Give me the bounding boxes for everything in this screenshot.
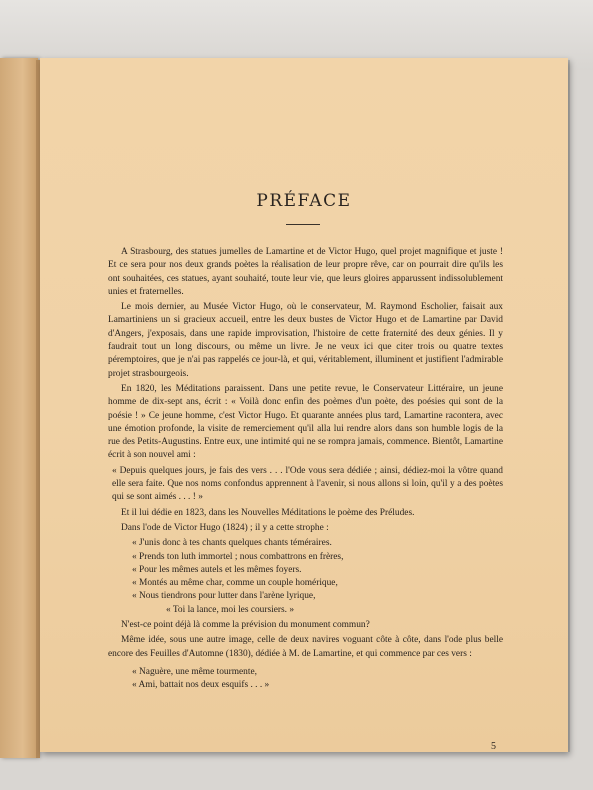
verse-line: « Montés au même char, comme un couple homérique, xyxy=(132,578,338,589)
verse-stanza xyxy=(132,666,503,693)
book-page xyxy=(40,58,568,752)
paragraph: Dans l'ode de Victor Hugo (1824) ; il y a cette strophe : xyxy=(121,522,329,533)
preface-body xyxy=(108,246,503,695)
verse-line: « J'unis donc à tes chants quelques chants téméraires. xyxy=(132,538,332,549)
paragraph: A Strasbourg, des statues jumelles de Lamartine et de Victor Hugo, quel projet magnifique et juste ! Et ce sera pour nos deux grands poètes la réalisation de leur propre rêve, car on pourrait dire qu'ils les ont souhaitées, ces statues, ayant souhaité, toute leur vie, que leurs gloires apparussent indissolublement unies et fraternelles. xyxy=(108,247,503,297)
verse-line: « Ami, battait nos deux esquifs . . . » xyxy=(132,680,270,691)
verse-line: « Prends ton luth immortel ; nous combattrons en frères, xyxy=(132,551,344,562)
paragraph: N'est-ce point déjà là comme la prévision du monument commun? xyxy=(121,620,370,631)
title-rule xyxy=(286,224,320,225)
paragraph: Et il lui dédie en 1823, dans les Nouvelles Méditations le poème des Préludes. xyxy=(121,507,415,518)
page-number: 5 xyxy=(491,741,496,752)
verse-line: « Nous tiendrons pour lutter dans l'arène lyrique, xyxy=(132,591,316,602)
verse-line: « Toi la lance, moi les coursiers. » xyxy=(166,604,295,615)
verse-stanza xyxy=(132,537,503,617)
paragraph: Le mois dernier, au Musée Victor Hugo, où le conservateur, M. Raymond Escholier, faisait aux Lamartiniens un si gracieux accueil, entre les deux bustes de Victor Hugo et de Lamartine par David d'Angers, j'exposais, dans une rapide improvisation, l'histoire de cette fraternité des deux génies. Il y faudrait tout un long discours, ou même un livre. Je ne veux ici que citer trois ou quatre textes péremptoires, que je n'ai pas rappelés ce jour-là, et qui, véritablement, illuminent et justifient l'admirable projet strasbourgeois. xyxy=(108,302,503,379)
left-page-edge xyxy=(0,58,38,758)
verse-line: « Pour les mêmes autels et les mêmes foyers. xyxy=(132,564,302,575)
page-title: PRÉFACE xyxy=(256,191,352,211)
verse-line: « Naguère, une même tourmente, xyxy=(132,666,257,677)
letter-quote: « Depuis quelques jours, je fais des vers . . . l'Ode vous sera dédiée ; ainsi, dédiez-moi la vôtre quand elle sera faite. Que nos noms confondus apprennent à l'avenir, si nous allons si loin, qu'il y a des poètes qui se sont aimés . . . ! » xyxy=(112,465,503,503)
paragraph: En 1820, les Méditations paraissent. Dans une petite revue, le Conservateur Littéraire, un jeune homme de dix-sept ans, écrit : « Voilà donc enfin des poèmes d'un poète, des poésies qui sont de la poésie ! » Ce jeune homme, c'est Victor Hugo. Et quarante années plus tard, Lamartine racontera, avec une émotion profonde, la visite de remerciement qu'il alla lui rendre alors dans son humble logis de la rue des Petits-Augustins. Entre eux, une intimité qui ne se rompra jamais, commence. Bientôt, Lamartine écrit à son nouvel ami : xyxy=(108,383,503,461)
paragraph: Même idée, sous une autre image, celle de deux navires voguant côte à côte, dans l'ode plus belle encore des Feuilles d'Automne (1830), dédiée à M. de Lamartine, et qui commence par ces vers : xyxy=(108,635,503,659)
